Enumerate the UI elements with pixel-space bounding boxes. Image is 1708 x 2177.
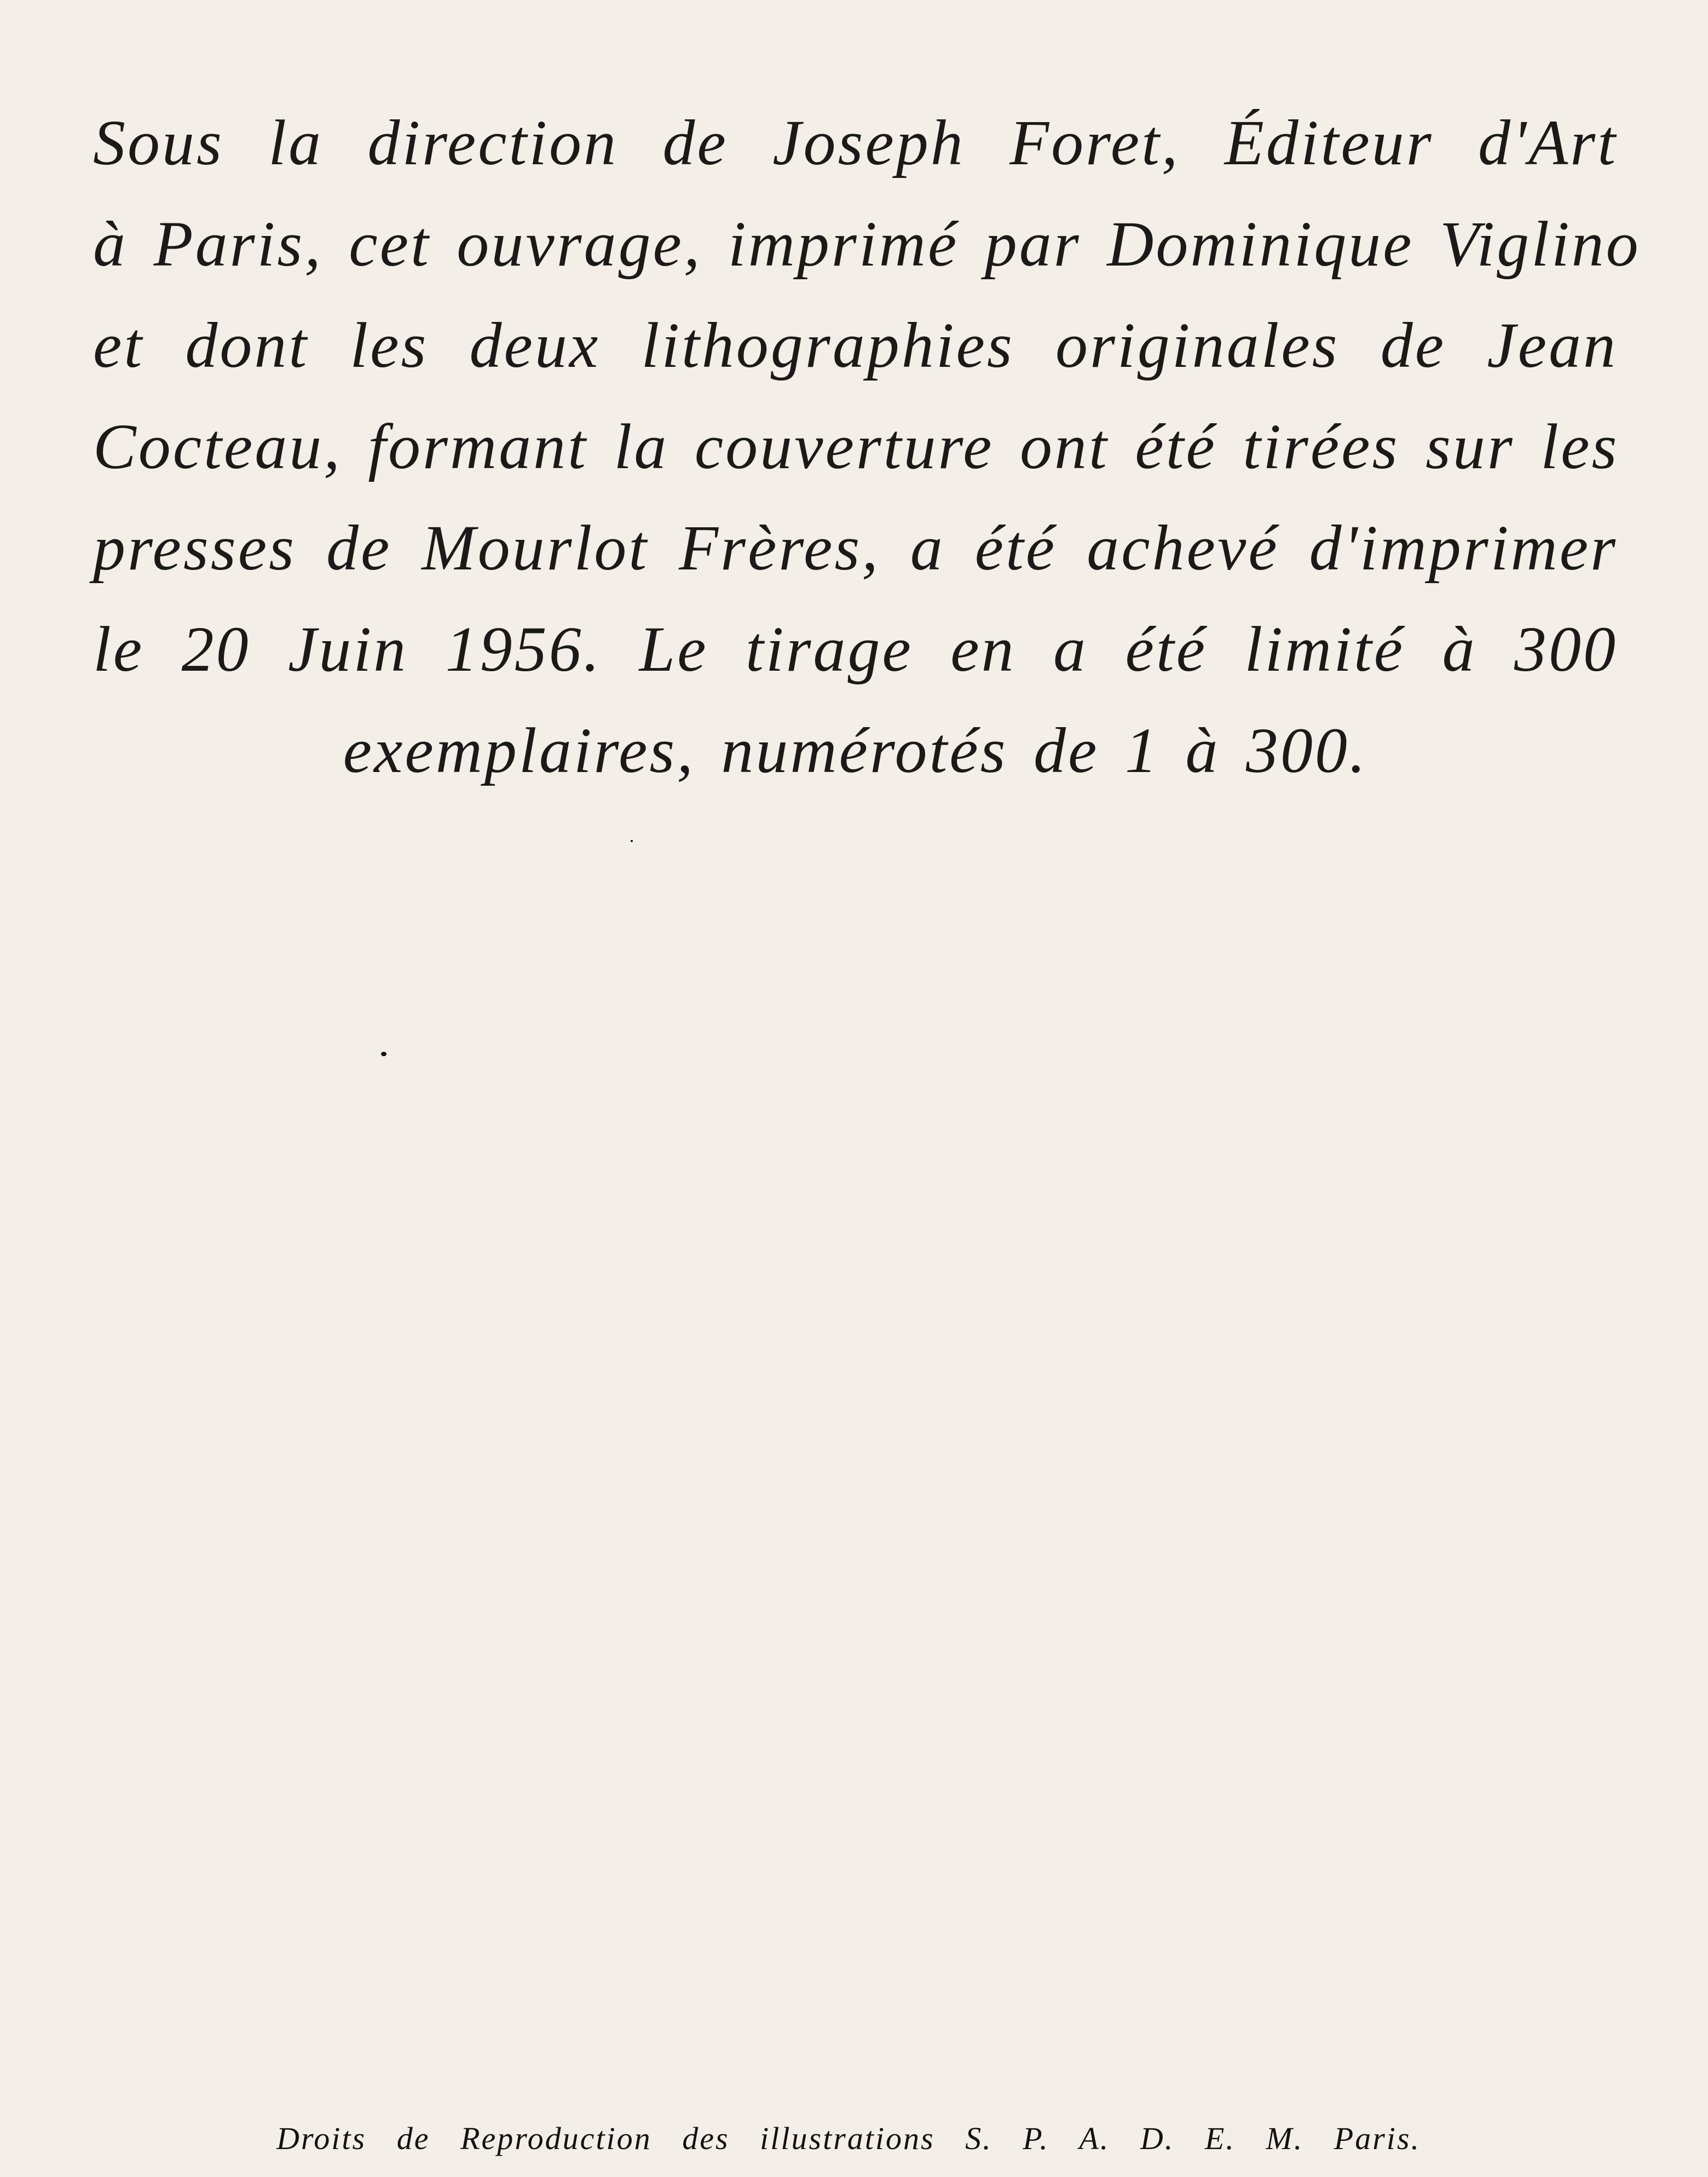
colophon-line-7: exemplaires, numérotés de 1 à 300. — [343, 715, 1368, 786]
ink-speck — [631, 840, 633, 842]
colophon-line-3: et dont les deux lithographies originales de Jean — [93, 309, 1618, 381]
ink-speck — [381, 1052, 386, 1056]
colophon-line-4: Cocteau, formant la couverture ont été tirées sur les — [93, 411, 1619, 482]
colophon-line-1: Sous la direction de Joseph Foret, Éditeur d'Art — [93, 107, 1618, 178]
colophon-line-5: presses de Mourlot Frères, a été achevé d'imprimer — [93, 512, 1618, 584]
colophon-text — [93, 92, 1641, 801]
colophon-line-6: le 20 Juin 1956. Le tirage en a été limité à 300 — [93, 613, 1618, 685]
colophon-line-2: à Paris, cet ouvrage, imprimé par Dominique Viglino — [93, 208, 1641, 280]
reproduction-rights-notice: Droits de Reproduction des illustrations S. P. A. D. E. M. Paris. — [276, 2121, 1421, 2156]
